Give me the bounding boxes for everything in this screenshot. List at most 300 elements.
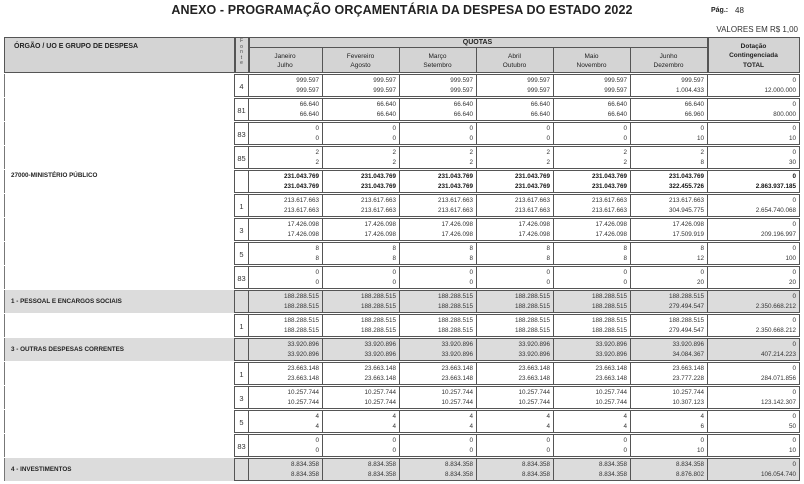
quota-cell — [399, 410, 477, 433]
quota-cell — [476, 314, 554, 337]
quota-first-semester-value: 17.426.098 — [672, 221, 704, 228]
quota-cell — [248, 314, 323, 337]
fonte-cell — [234, 434, 249, 457]
quota-first-semester-value: 66.640 — [607, 101, 627, 108]
quota-cell — [630, 314, 708, 337]
quota-cell — [476, 218, 554, 241]
quota-second-semester-value: 8.834.358 — [444, 471, 473, 478]
quota-second-semester-value: 0 — [546, 279, 550, 286]
quota-second-semester-value: 8 — [392, 255, 396, 262]
row-description-cell — [4, 434, 234, 457]
total-value: 284.071.856 — [760, 375, 796, 382]
total-value: 30 — [788, 159, 796, 166]
fonte-cell — [234, 146, 249, 169]
quota-cell — [630, 170, 708, 193]
quota-first-semester-value: 0 — [315, 125, 319, 132]
quota-first-semester-value: 17.426.098 — [287, 221, 319, 228]
quota-second-semester-value: 8 — [700, 159, 704, 166]
quota-cell — [248, 362, 323, 385]
quota-second-semester-value: 2 — [315, 159, 319, 166]
quota-second-semester-value: 0 — [546, 135, 550, 142]
quota-second-semester-value: 23.663.148 — [287, 375, 319, 382]
quota-cell — [553, 218, 631, 241]
quota-second-semester-value: 213.617.663 — [437, 207, 473, 214]
quota-second-semester-value: 0 — [469, 135, 473, 142]
quota-second-semester-value: 17.426.098 — [364, 231, 396, 238]
quota-second-semester-value: 10 — [696, 447, 704, 454]
quota-first-semester-value: 17.426.098 — [441, 221, 473, 228]
quota-first-semester-value: 0 — [315, 437, 319, 444]
quota-second-semester-value: 17.426.098 — [595, 231, 627, 238]
quota-cell — [553, 74, 631, 97]
table-row — [4, 410, 800, 433]
quota-cell — [322, 98, 400, 121]
quota-first-semester-value: 33.920.896 — [364, 341, 396, 348]
quota-cell — [399, 434, 477, 457]
quota-first-semester-value: 231.043.769 — [437, 173, 473, 180]
quota-first-semester-value: 231.043.769 — [668, 173, 704, 180]
quota-second-semester-value: 1.004.433 — [675, 87, 704, 94]
quota-second-semester-value: 2 — [546, 159, 550, 166]
quota-second-semester-value: 33.920.896 — [364, 351, 396, 358]
quota-first-semester-value: 188.288.515 — [514, 293, 550, 300]
quota-cell — [630, 98, 708, 121]
quota-second-semester-value: 0 — [469, 447, 473, 454]
quota-first-semester-value: 188.288.515 — [360, 293, 396, 300]
quota-second-semester-value: 66.640 — [376, 111, 396, 118]
fonte-cell — [234, 290, 249, 313]
total-value: 2.863.937.185 — [755, 183, 796, 190]
quota-cell — [322, 122, 400, 145]
quota-first-semester-value: 0 — [315, 269, 319, 276]
fonte-cell — [234, 218, 249, 241]
quota-cell — [630, 266, 708, 289]
quota-cell — [322, 434, 400, 457]
page-title: ANEXO - PROGRAMAÇÃO ORÇAMENTÁRIA DA DESPESA DO ESTADO 2022 — [171, 3, 633, 17]
total-cell — [707, 458, 800, 481]
table-row — [4, 314, 800, 337]
month-header-first: Janeiro — [274, 53, 296, 60]
quota-second-semester-value: 23.663.148 — [595, 375, 627, 382]
quota-second-semester-value: 4 — [623, 423, 627, 430]
quota-first-semester-value: 8.834.358 — [444, 461, 473, 468]
quota-first-semester-value: 0 — [623, 269, 627, 276]
header-divider — [248, 47, 707, 48]
total-cell — [707, 170, 800, 193]
contingenciada-value: 0 — [792, 125, 796, 132]
total-value: 106.054.740 — [760, 471, 796, 478]
quota-cell — [399, 314, 477, 337]
month-header — [248, 52, 322, 70]
quota-first-semester-value: 188.288.515 — [668, 317, 704, 324]
quota-second-semester-value: 34.084.367 — [672, 351, 704, 358]
quota-first-semester-value: 0 — [623, 437, 627, 444]
contingenciada-value: 0 — [792, 461, 796, 468]
quota-second-semester-value: 213.617.663 — [283, 207, 319, 214]
quota-second-semester-value: 10.257.744 — [441, 399, 473, 406]
total-cell — [707, 266, 800, 289]
fonte-header-letter: t — [240, 54, 243, 61]
quota-first-semester-value: 66.640 — [453, 101, 473, 108]
quota-first-semester-value: 999.597 — [527, 77, 550, 84]
quota-second-semester-value: 10.257.744 — [364, 399, 396, 406]
page-number: 48 — [735, 6, 744, 15]
quota-first-semester-value: 8 — [623, 245, 627, 252]
total-cell — [707, 122, 800, 145]
quota-first-semester-value: 0 — [469, 437, 473, 444]
quota-first-semester-value: 8.834.358 — [598, 461, 627, 468]
quota-first-semester-value: 66.640 — [684, 101, 704, 108]
month-header-second: Setembro — [423, 62, 452, 69]
contingenciada-value: 0 — [792, 293, 796, 300]
quota-first-semester-value: 66.640 — [299, 101, 319, 108]
fonte-header — [234, 39, 249, 67]
quota-first-semester-value: 2 — [392, 149, 396, 156]
quota-second-semester-value: 6 — [700, 423, 704, 430]
contingenciada-value: 0 — [792, 77, 796, 84]
quota-cell — [248, 266, 323, 289]
quota-cell — [248, 434, 323, 457]
fonte-value: 5 — [239, 250, 244, 259]
month-header-first: Abril — [507, 53, 521, 60]
quota-cell — [322, 218, 400, 241]
quota-cell — [630, 218, 708, 241]
row-description-cell — [4, 386, 234, 409]
quota-second-semester-value: 188.288.515 — [514, 303, 550, 310]
row-description-cell — [4, 122, 234, 145]
quota-cell — [476, 290, 554, 313]
quota-cell — [476, 434, 554, 457]
quota-second-semester-value: 66.640 — [299, 111, 319, 118]
quota-first-semester-value: 8 — [392, 245, 396, 252]
quota-cell — [630, 74, 708, 97]
quota-second-semester-value: 0 — [623, 447, 627, 454]
quota-first-semester-value: 231.043.769 — [283, 173, 319, 180]
table-row — [4, 386, 800, 409]
quota-second-semester-value: 231.043.769 — [591, 183, 627, 190]
quota-second-semester-value: 10 — [696, 135, 704, 142]
total-value: 123.142.307 — [760, 399, 796, 406]
quota-cell — [248, 290, 323, 313]
quota-first-semester-value: 4 — [469, 413, 473, 420]
quota-cell — [553, 266, 631, 289]
quota-cell — [322, 74, 400, 97]
quota-cell — [476, 266, 554, 289]
fonte-value: 1 — [239, 370, 244, 379]
table-row — [4, 434, 800, 457]
quota-cell — [476, 338, 554, 361]
quota-cell — [553, 290, 631, 313]
quota-cell — [399, 170, 477, 193]
quota-first-semester-value: 231.043.769 — [591, 173, 627, 180]
quota-cell — [399, 338, 477, 361]
row-description-cell — [4, 362, 234, 385]
quota-second-semester-value: 279.494.547 — [668, 303, 704, 310]
quota-first-semester-value: 33.920.896 — [672, 341, 704, 348]
quota-cell — [322, 146, 400, 169]
quota-cell — [553, 338, 631, 361]
contingenciada-value: 0 — [792, 389, 796, 396]
quota-second-semester-value: 66.640 — [453, 111, 473, 118]
quota-first-semester-value: 2 — [700, 149, 704, 156]
fonte-value: 83 — [237, 130, 246, 139]
quota-second-semester-value: 33.920.896 — [441, 351, 473, 358]
quota-second-semester-value: 999.597 — [373, 87, 396, 94]
quota-first-semester-value: 188.288.515 — [437, 293, 473, 300]
table-row — [4, 266, 800, 289]
month-header — [630, 52, 707, 70]
total-cell — [707, 218, 800, 241]
month-header-first: Março — [428, 53, 447, 60]
quota-second-semester-value: 188.288.515 — [437, 303, 473, 310]
quota-cell — [553, 314, 631, 337]
contingenciada-value: 0 — [792, 149, 796, 156]
quota-first-semester-value: 0 — [546, 125, 550, 132]
quota-first-semester-value: 8 — [546, 245, 550, 252]
quota-cell — [248, 122, 323, 145]
quota-second-semester-value: 33.920.896 — [595, 351, 627, 358]
quota-second-semester-value: 213.617.663 — [591, 207, 627, 214]
total-cell — [707, 386, 800, 409]
quota-second-semester-value: 231.043.769 — [514, 183, 550, 190]
fonte-cell — [234, 410, 249, 433]
quota-cell — [322, 338, 400, 361]
month-header-second: Outubro — [502, 62, 527, 69]
quota-second-semester-value: 8 — [623, 255, 627, 262]
quota-second-semester-value: 17.426.098 — [287, 231, 319, 238]
fonte-value: 3 — [239, 394, 244, 403]
total-value: 10 — [788, 447, 796, 454]
quota-cell — [248, 74, 323, 97]
quota-first-semester-value: 0 — [546, 437, 550, 444]
fonte-header-letter: e — [240, 60, 243, 67]
quota-cell — [553, 434, 631, 457]
quota-first-semester-value: 8.834.358 — [367, 461, 396, 468]
fonte-header-letter: F — [239, 38, 244, 44]
quota-second-semester-value: 20 — [696, 279, 704, 286]
row-description-cell — [4, 218, 234, 241]
quota-second-semester-value: 188.288.515 — [437, 327, 473, 334]
contingenciada-value: 0 — [792, 101, 796, 108]
quota-second-semester-value: 0 — [315, 279, 319, 286]
quota-cell — [322, 194, 400, 217]
quota-second-semester-value: 0 — [392, 279, 396, 286]
quota-second-semester-value: 8 — [469, 255, 473, 262]
quota-first-semester-value: 0 — [623, 125, 627, 132]
quota-first-semester-value: 23.663.148 — [287, 365, 319, 372]
quota-cell — [476, 122, 554, 145]
month-header — [553, 52, 630, 70]
quota-cell — [553, 146, 631, 169]
quota-first-semester-value: 213.617.663 — [437, 197, 473, 204]
quota-second-semester-value: 999.597 — [604, 87, 627, 94]
quota-second-semester-value: 10.257.744 — [518, 399, 550, 406]
quota-cell — [399, 386, 477, 409]
quota-second-semester-value: 23.663.148 — [441, 375, 473, 382]
quota-cell — [399, 146, 477, 169]
quota-cell — [553, 194, 631, 217]
fonte-cell — [234, 98, 249, 121]
quota-first-semester-value: 23.663.148 — [364, 365, 396, 372]
quota-cell — [248, 98, 323, 121]
quota-second-semester-value: 66.640 — [607, 111, 627, 118]
quota-first-semester-value: 231.043.769 — [360, 173, 396, 180]
total-value: 100 — [785, 255, 796, 262]
contingenciada-value: 0 — [792, 317, 796, 324]
quota-second-semester-value: 231.043.769 — [283, 183, 319, 190]
quota-cell — [248, 146, 323, 169]
total-cell — [707, 410, 800, 433]
quota-first-semester-value: 33.920.896 — [287, 341, 319, 348]
quota-cell — [553, 362, 631, 385]
contingenciada-value: 0 — [792, 245, 796, 252]
quota-second-semester-value: 23.777.228 — [672, 375, 704, 382]
quota-cell — [630, 146, 708, 169]
quota-first-semester-value: 0 — [392, 269, 396, 276]
quota-cell — [248, 170, 323, 193]
month-header-second: Agosto — [350, 62, 371, 69]
quota-cell — [630, 290, 708, 313]
quota-second-semester-value: 231.043.769 — [360, 183, 396, 190]
quota-first-semester-value: 0 — [392, 437, 396, 444]
total-header-line3: TOTAL — [742, 62, 765, 69]
quota-second-semester-value: 8.834.358 — [521, 471, 550, 478]
quota-second-semester-value: 4 — [315, 423, 319, 430]
quota-first-semester-value: 999.597 — [450, 77, 473, 84]
table-row — [4, 362, 800, 385]
quota-second-semester-value: 2 — [623, 159, 627, 166]
quota-cell — [553, 170, 631, 193]
quota-cell — [476, 74, 554, 97]
quota-second-semester-value: 23.663.148 — [364, 375, 396, 382]
quota-cell — [553, 458, 631, 481]
quota-second-semester-value: 279.494.547 — [668, 327, 704, 334]
row-description: 27000-MINISTÉRIO PÚBLICO — [11, 172, 98, 179]
quota-first-semester-value: 188.288.515 — [591, 293, 627, 300]
quota-second-semester-value: 0 — [392, 447, 396, 454]
row-description-cell — [4, 170, 234, 193]
quota-second-semester-value: 66.640 — [530, 111, 550, 118]
fonte-cell — [234, 386, 249, 409]
quota-first-semester-value: 2 — [315, 149, 319, 156]
quota-cell — [476, 410, 554, 433]
quota-first-semester-value: 8.834.358 — [675, 461, 704, 468]
quota-cell — [476, 362, 554, 385]
quota-second-semester-value: 188.288.515 — [514, 327, 550, 334]
quota-second-semester-value: 2 — [469, 159, 473, 166]
total-header-line1: Dotação — [740, 43, 767, 50]
quota-cell — [630, 362, 708, 385]
quota-second-semester-value: 8.876.802 — [675, 471, 704, 478]
quota-first-semester-value: 2 — [546, 149, 550, 156]
quota-second-semester-value: 17.509.919 — [672, 231, 704, 238]
quota-cell — [322, 170, 400, 193]
fonte-value: 83 — [237, 442, 246, 451]
quota-second-semester-value: 188.288.515 — [591, 303, 627, 310]
total-value: 20 — [788, 279, 796, 286]
quota-cell — [248, 386, 323, 409]
quota-first-semester-value: 213.617.663 — [283, 197, 319, 204]
quota-first-semester-value: 4 — [700, 413, 704, 420]
quota-cell — [553, 98, 631, 121]
row-description: 1 - PESSOAL E ENCARGOS SOCIAIS — [11, 298, 122, 305]
total-value: 50 — [788, 423, 796, 430]
quota-second-semester-value: 33.920.896 — [287, 351, 319, 358]
quota-cell — [476, 170, 554, 193]
fonte-cell — [234, 266, 249, 289]
units-label: VALORES EM R$ 1,00 — [716, 25, 798, 34]
table-row — [4, 458, 800, 481]
quota-cell — [630, 410, 708, 433]
fonte-header-letter: n — [240, 49, 243, 56]
quota-first-semester-value: 188.288.515 — [591, 317, 627, 324]
quota-second-semester-value: 8 — [315, 255, 319, 262]
quota-first-semester-value: 188.288.515 — [360, 317, 396, 324]
total-cell — [707, 434, 800, 457]
contingenciada-value: 0 — [792, 413, 796, 420]
total-cell — [707, 146, 800, 169]
page-label: Pág.: — [711, 7, 729, 14]
quota-cell — [248, 242, 323, 265]
fonte-value: 85 — [237, 154, 246, 163]
month-header-second: Dezembro — [653, 62, 684, 69]
quota-first-semester-value: 4 — [392, 413, 396, 420]
table-row — [4, 242, 800, 265]
fonte-cell — [234, 194, 249, 217]
quota-cell — [322, 290, 400, 313]
quota-first-semester-value: 188.288.515 — [437, 317, 473, 324]
quota-cell — [476, 242, 554, 265]
fonte-value: 3 — [239, 226, 244, 235]
total-value: 2.350.668.212 — [755, 327, 796, 334]
quota-second-semester-value: 0 — [623, 279, 627, 286]
quota-first-semester-value: 8 — [469, 245, 473, 252]
quota-first-semester-value: 33.920.896 — [518, 341, 550, 348]
quota-first-semester-value: 8.834.358 — [290, 461, 319, 468]
quota-cell — [322, 242, 400, 265]
quota-second-semester-value: 188.288.515 — [360, 303, 396, 310]
contingenciada-value: 0 — [792, 173, 796, 180]
quota-cell — [630, 458, 708, 481]
quota-second-semester-value: 188.288.515 — [283, 327, 319, 334]
quota-cell — [553, 410, 631, 433]
quota-first-semester-value: 188.288.515 — [514, 317, 550, 324]
quota-cell — [322, 362, 400, 385]
quota-first-semester-value: 0 — [546, 269, 550, 276]
quota-second-semester-value: 0 — [392, 135, 396, 142]
fonte-cell — [234, 338, 249, 361]
quota-cell — [553, 386, 631, 409]
total-value: 12.000.000 — [764, 87, 796, 94]
quota-second-semester-value: 8.834.358 — [367, 471, 396, 478]
quota-cell — [399, 194, 477, 217]
row-description: 3 - OUTRAS DESPESAS CORRENTES — [11, 346, 125, 353]
total-cell — [707, 362, 800, 385]
quota-first-semester-value: 2 — [469, 149, 473, 156]
quota-second-semester-value: 2 — [392, 159, 396, 166]
fonte-cell — [234, 314, 249, 337]
quota-first-semester-value: 10.257.744 — [364, 389, 396, 396]
fonte-cell — [234, 170, 249, 193]
quota-second-semester-value: 8.834.358 — [290, 471, 319, 478]
row-description-cell — [4, 266, 234, 289]
quota-second-semester-value: 12 — [696, 255, 704, 262]
fonte-value: 81 — [237, 106, 246, 115]
quota-first-semester-value: 8 — [315, 245, 319, 252]
row-description-cell — [4, 458, 234, 481]
quota-cell — [322, 458, 400, 481]
table-row — [4, 98, 800, 121]
